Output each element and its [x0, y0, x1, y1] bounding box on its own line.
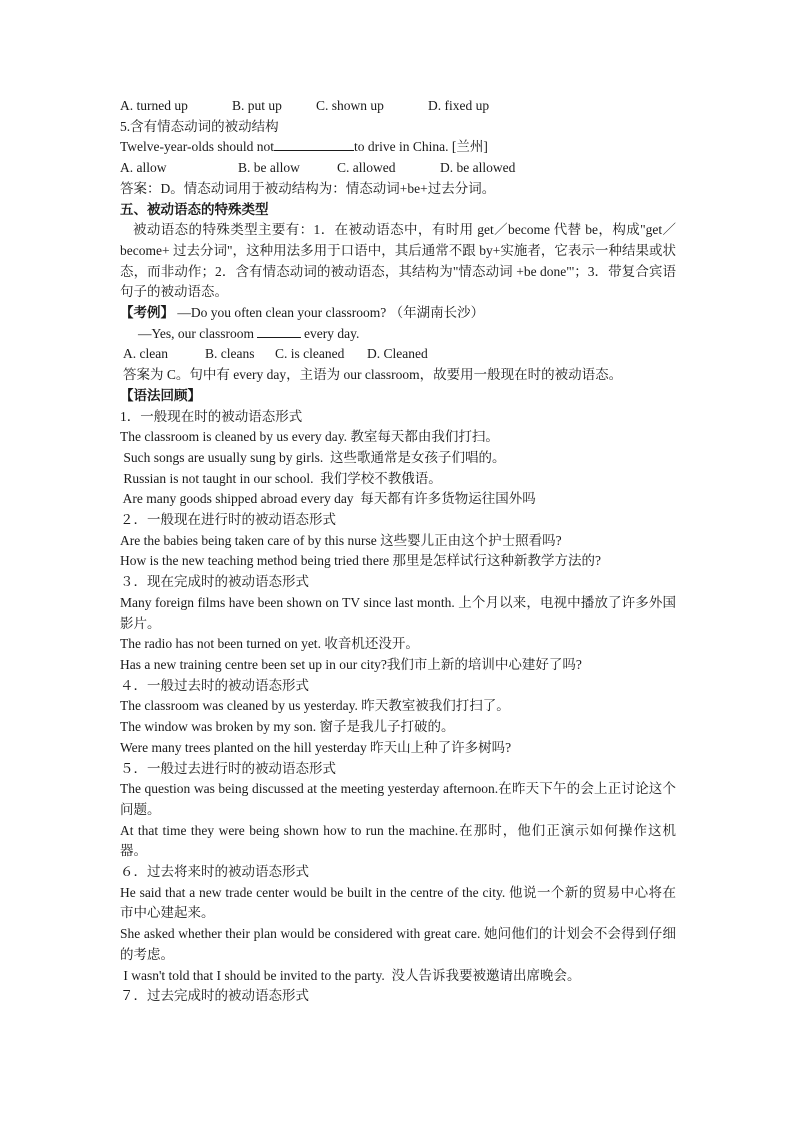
option-a: A. turned up [120, 98, 188, 113]
grammar-4-title: ４．一般过去时的被动语态形式 [120, 677, 309, 693]
option-c: C. allowed [337, 160, 396, 176]
example-answer: 答案为 C。句中有 every day，主语为 our classroom，故要用一般现在时的被动语态。 [123, 367, 623, 383]
example-sentence: Are many goods shipped abroad every day 每天都有许多货物运往国外吗 [120, 491, 536, 507]
example-options [120, 344, 676, 365]
section-heading: 五、被动语态的特殊类型 [120, 201, 269, 218]
example-sentence: Are the babies being taken care of by this nurse 这些婴儿正由这个护士照看吗? [120, 532, 562, 548]
grammar-7-title: ７．过去完成时的被动语态形式 [120, 988, 309, 1004]
document-page [120, 96, 676, 1007]
question-5-text-after: to drive in China. [兰州] [354, 139, 488, 155]
option-b: B. cleans [205, 346, 255, 362]
example-sentence: Has a new training centre been set up in our city?我们市上新的培训中心建好了吗? [120, 656, 582, 672]
option-d: D. Cleaned [367, 346, 428, 362]
example-sentence: The window was broken by my son. 窗子是我儿子打破的。 [120, 719, 455, 735]
grammar-3-title: ３．现在完成时的被动语态形式 [120, 574, 309, 590]
question-5-options [120, 158, 676, 179]
question-5-text-before: Twelve-year-olds should not [120, 139, 274, 155]
example-answer-line [120, 324, 676, 345]
answer-blank [257, 325, 301, 338]
question-5 [120, 137, 676, 158]
grammar-1-title: 1．一般现在时的被动语态形式 [120, 408, 303, 424]
example-sentence: The radio has not been turned on yet. 收音机还没开。 [120, 636, 419, 652]
section-5-title: 5.含有情态动词的被动结构 [120, 118, 279, 134]
grammar-5-title: ５．一般过去进行时的被动语态形式 [120, 760, 336, 776]
example-text-before: —Yes, our classroom [138, 325, 255, 341]
review-heading: 【语法回顾】 [120, 387, 201, 404]
example-sentence: Such songs are usually sung by girls. 这些歌通常是女孩子们唱的。 [120, 449, 506, 465]
option-a: A. clean [123, 346, 168, 362]
option-d: D. fixed up [428, 98, 490, 113]
example-sentence: The classroom is cleaned by us every day. 教室每天都由我们打扫。 [120, 429, 499, 445]
option-c: C. is cleaned [275, 346, 345, 362]
example-sentence: The question was being discussed at the meeting yesterday afternoon.在昨天下午的会上正讨论这个问题。 [120, 781, 676, 817]
option-d: D. be allowed [440, 160, 516, 176]
option-b: B. put up [232, 98, 282, 113]
question-5-answer: 答案：D。情态动词用于被动结构为：情态动词+be+过去分词。 [120, 180, 496, 196]
example-sentence: Many foreign films have been shown on TV since last month. 上个月以来，电视中播放了许多外国影片。 [120, 594, 676, 631]
example-sentence: She asked whether their plan would be considered with great care. 她问他们的计划会不会得到仔细的考虑。 [120, 926, 676, 962]
answer-blank [274, 138, 354, 151]
question-4-options [120, 96, 676, 117]
example-question-text: —Do you often clean your classroom? （年湖南长沙） [177, 305, 485, 321]
grammar-6-title: ６．过去将来时的被动语态形式 [120, 864, 309, 880]
option-b: B. be allow [238, 160, 300, 176]
example-sentence: Were many trees planted on the hill yesterday 昨天山上种了许多树吗? [120, 739, 512, 755]
example-sentence: I wasn't told that I should be invited to the party. 没人告诉我要被邀请出席晚会。 [120, 967, 581, 983]
section-paragraph: 被动语态的特殊类型主要有：1．在被动语态中，有时用 get／become 代替 be，构成"get／become+ 过去分词"，这种用法多用于口语中，其后通常不跟 by+实施者，它表示一种结果或状态，而非动作；2．含有情态动词的被动语态，其结构为"情态动词 +be done"'；3．带复合宾语句子的被动语态。 [120, 222, 676, 300]
example-sentence: The classroom was cleaned by us yesterday. 昨天教室被我们打扫了。 [120, 698, 510, 714]
example-sentence: How is the new teaching method being tried there 那里是怎样试行这种新教学方法的? [120, 553, 602, 569]
example-sentence: He said that a new trade center would be built in the centre of the city. 他说一个新的贸易中心将在市中心建起来。 [120, 884, 676, 921]
option-c: C. shown up [316, 98, 384, 113]
example-text-after: every day. [304, 325, 360, 341]
example-sentence: At that time they were being shown how to run the machine.在那时，他们正演示如何操作这机器。 [120, 822, 676, 859]
example-question [120, 303, 676, 324]
example-label: 【考例】 [120, 305, 174, 322]
grammar-2-title: ２．一般现在进行时的被动语态形式 [120, 512, 336, 528]
example-sentence: Russian is not taught in our school. 我们学校不教俄语。 [120, 470, 442, 486]
option-a: A. allow [120, 160, 167, 176]
